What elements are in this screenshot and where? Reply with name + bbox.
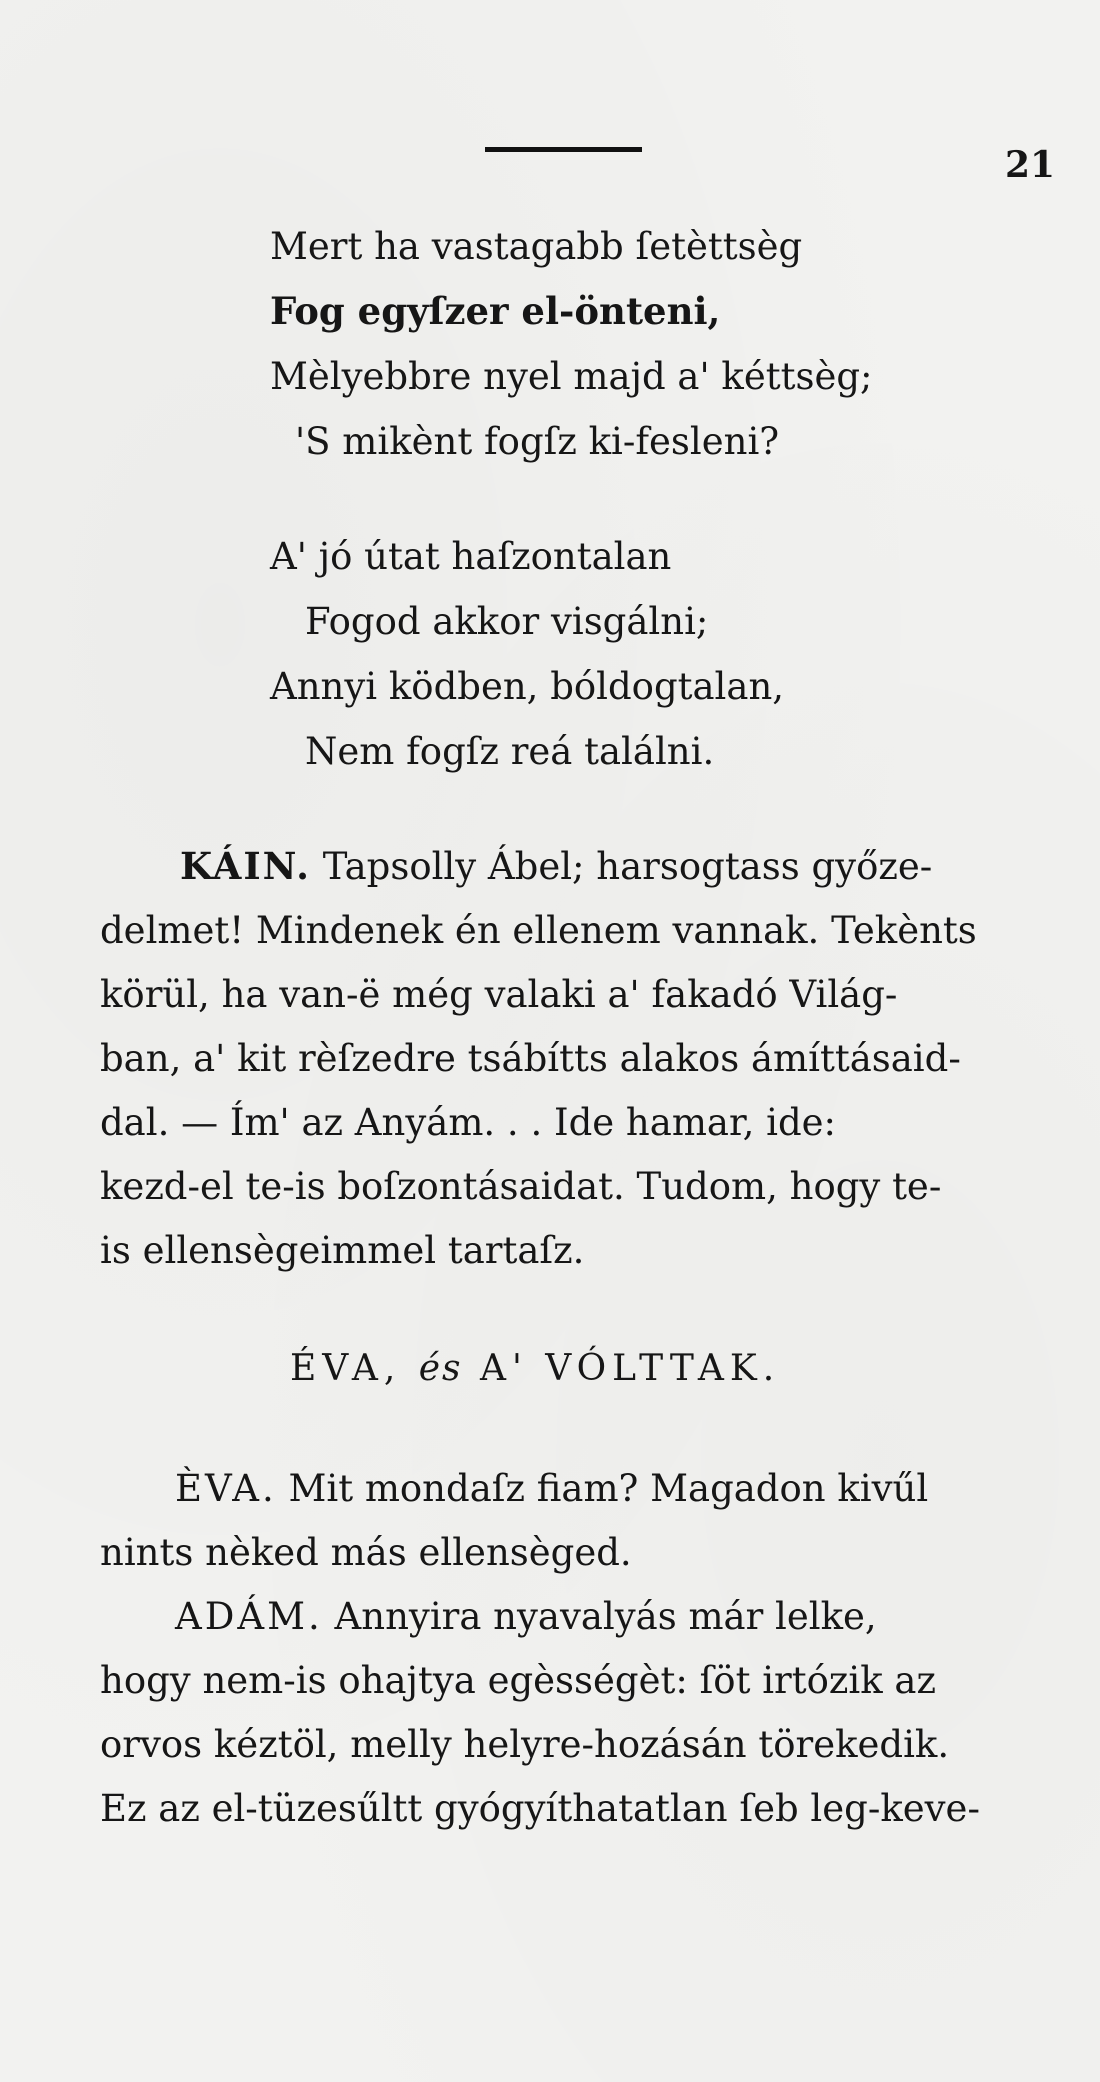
kain-line-3: körül, ha van-ë még valaki a' fakadó Világ-: [100, 973, 898, 1016]
kain-line-1-text: Tapsolly Ábel; harsogtass győze-: [322, 845, 933, 888]
kain-line-4: ban, a' kit rèſzedre tsábítts alakos ámíttásaid-: [100, 1037, 961, 1080]
stanza-1-line-1: Mert ha vastagabb ſetèttsèg: [270, 225, 803, 268]
adam-line-3: orvos kéztöl, melly helyre-hozásán törekedik.: [100, 1723, 950, 1766]
header-rule: [485, 147, 642, 152]
page-number: 21: [1005, 144, 1056, 186]
kain-line-6: kezd-el te-is boſzontásaidat. Tudom, hogy te-: [100, 1165, 942, 1208]
stanza-1-line-3: Mèlyebbre nyel majd a' kéttsèg;: [270, 355, 873, 398]
scene-heading-part-1: ÉVA,: [290, 1348, 402, 1389]
scene-heading-part-2: és: [418, 1348, 463, 1389]
eva-line-1: [175, 1467, 929, 1510]
stanza-1-line-4: 'S mikènt fogſz ki-fesleni?: [295, 420, 780, 463]
kain-line-7: is ellensègeimmel tartaſz.: [100, 1229, 585, 1272]
kain-line-2: delmet! Mindenek én ellenem vannak. Tekènts: [100, 909, 977, 952]
adam-line-1: [175, 1595, 877, 1638]
adam-line-1-text: Annyira nyavalyás már lelke,: [334, 1595, 877, 1638]
eva-line-1-text: Mit mondaſz fiam? Magadon kivűl: [288, 1467, 929, 1510]
adam-speaker: ADÁM.: [175, 1595, 323, 1638]
stanza-2-line-1: A' jó útat haſzontalan: [270, 535, 672, 578]
kain-line-5: dal. — Ím' az Anyám. . . Ide hamar, ide:: [100, 1101, 836, 1144]
eva-speaker: ÈVA.: [175, 1467, 277, 1510]
eva-line-2: nints nèked más ellensèged.: [100, 1531, 632, 1574]
stanza-2-line-2: Fogod akkor visgálni;: [305, 600, 709, 643]
kain-speaker: KÁIN.: [180, 844, 312, 888]
stanza-2-line-4: Nem fogſz reá találni.: [305, 730, 715, 773]
scene-heading: [290, 1348, 780, 1389]
stanza-2-line-3: Annyi ködben, bóldogtalan,: [270, 665, 785, 708]
adam-line-2: hogy nem-is ohajtya egèsségèt: ſöt irtózik az: [100, 1659, 936, 1702]
stanza-1-line-2: Fog egyſzer el-önteni,: [270, 289, 721, 333]
adam-line-4: Ez az el-tüzesűltt gyógyíthatatlan ſeb leg-keve-: [100, 1787, 980, 1830]
scene-heading-part-3: A' VÓLTTAK.: [479, 1348, 781, 1389]
kain-line-1: [180, 844, 933, 888]
